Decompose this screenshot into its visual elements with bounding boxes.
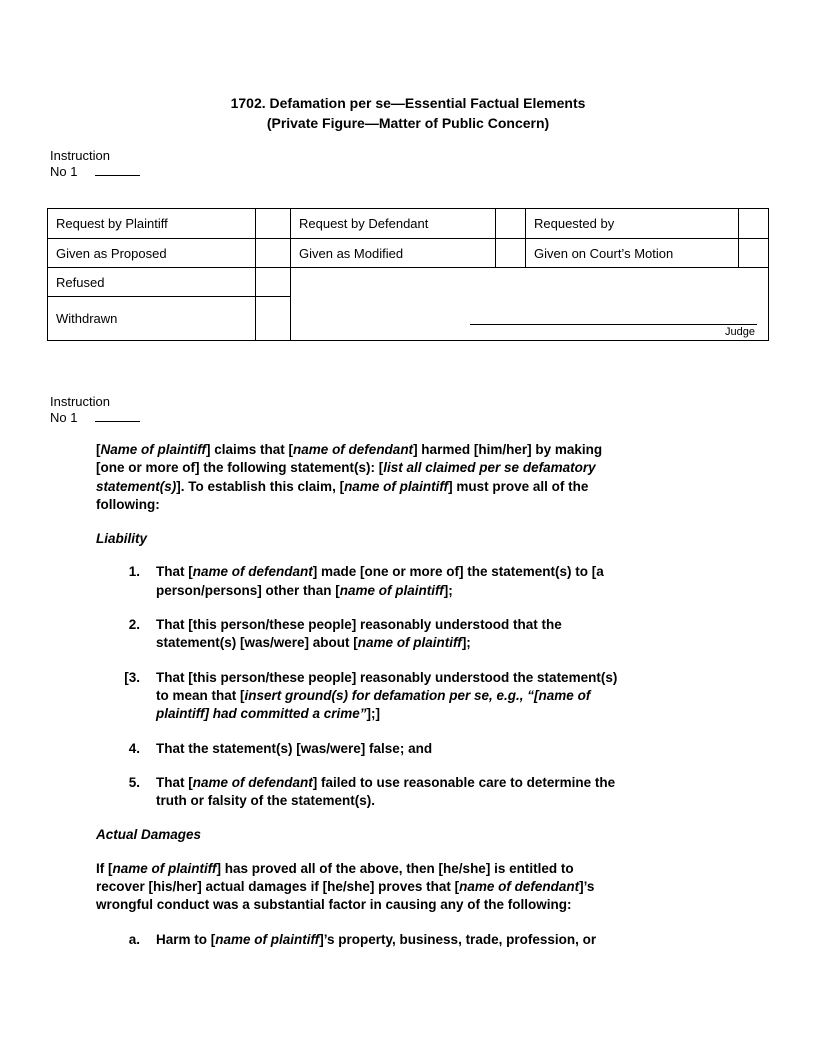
- mark-refused[interactable]: [256, 268, 291, 297]
- mark-given-on-courts-motion[interactable]: [739, 239, 769, 268]
- list-item-text: That [name of defendant] failed to use reasonable care to determine the truth or falsity of the statement(s).: [156, 774, 616, 809]
- list-item-text: That [this person/these people] reasonably understood that the statement(s) [was/were] about [name of plaintiff];: [156, 617, 562, 651]
- title-line-2: (Private Figure—Matter of Public Concern): [266, 114, 550, 131]
- instruction-number-blank[interactable]: [95, 409, 140, 422]
- mark-requested-by[interactable]: [739, 209, 769, 239]
- body-text: [96, 441, 726, 965]
- instruction-number-blank[interactable]: [95, 163, 140, 176]
- cell-withdrawn: Withdrawn: [48, 297, 256, 341]
- cell-request-by-plaintiff: Request by Plaintiff: [48, 209, 256, 239]
- list-item-text: That [this person/these people] reasonably understood the statement(s) to mean that [insert ground(s) for defamation per se, e.g., “[name of plaintiff] had committed a crime”];]: [156, 669, 618, 722]
- list-marker: 1.: [128, 564, 140, 580]
- form-status-table: [47, 208, 769, 341]
- document-title: [0, 94, 816, 133]
- list-item-text: Harm to [name of plaintiff]’s property, business, trade, profession, or: [156, 931, 597, 947]
- instruction-number: No 1: [50, 164, 78, 179]
- cell-given-as-modified: Given as Modified: [291, 239, 496, 268]
- list-marker: 5.: [128, 774, 140, 790]
- mark-request-by-plaintiff[interactable]: [256, 209, 291, 239]
- list-item-text: That [name of defendant] made [one or more of] the statement(s) to [a person/persons] other than [name of plaintiff];: [156, 564, 604, 598]
- list-item-text: That the statement(s) [was/were] false; and: [156, 740, 433, 756]
- mark-request-by-defendant[interactable]: [496, 209, 526, 239]
- judge-signature-line[interactable]: [470, 324, 757, 325]
- paragraph: If [name of plaintiff] has proved all of the above, then [he/she] is entitled to recover [his/her] actual damages if [he/she] proves that [name of defendant]’s wrongful conduct was a substantial factor in causing any of the following:: [96, 860, 595, 913]
- instruction-number-block-middle: [50, 395, 140, 425]
- cell-refused: Refused: [48, 268, 256, 297]
- section-heading: Actual Damages: [96, 827, 202, 843]
- cell-given-on-courts-motion: Given on Court’s Motion: [526, 239, 739, 268]
- paragraph: [Name of plaintiff] claims that [name of defendant] harmed [him/her] by making [one or more of] the following statement(s): [list all claimed per se defamatory statement(s)]. To establish this claim, [name of plaintiff] must prove all of the following:: [96, 442, 603, 512]
- title-line-1: 1702. Defamation per se—Essential Factual Elements: [230, 95, 586, 111]
- instruction-label: Instruction: [50, 148, 110, 163]
- judge-label: Judge: [725, 326, 755, 338]
- list-marker: a.: [128, 931, 140, 947]
- list-marker: 2.: [128, 617, 140, 633]
- list-marker: [3.: [124, 669, 140, 685]
- list-item: [96, 931, 726, 949]
- list-marker: 4.: [128, 740, 140, 756]
- list-item: [96, 740, 726, 758]
- judge-signature-area: [291, 268, 769, 341]
- cell-request-by-defendant: Request by Defendant: [291, 209, 496, 239]
- mark-given-as-proposed[interactable]: [256, 239, 291, 268]
- list-item: [96, 774, 726, 811]
- cell-given-as-proposed: Given as Proposed: [48, 239, 256, 268]
- list-item: [96, 616, 726, 653]
- mark-given-as-modified[interactable]: [496, 239, 526, 268]
- mark-withdrawn[interactable]: [256, 297, 291, 341]
- instruction-number-block-top: [50, 149, 140, 179]
- list-item: [96, 563, 726, 600]
- cell-requested-by: Requested by: [526, 209, 739, 239]
- list-item: [96, 669, 726, 724]
- instruction-label: Instruction: [50, 394, 110, 409]
- instruction-number: No 1: [50, 410, 78, 425]
- section-heading: Liability: [96, 531, 148, 547]
